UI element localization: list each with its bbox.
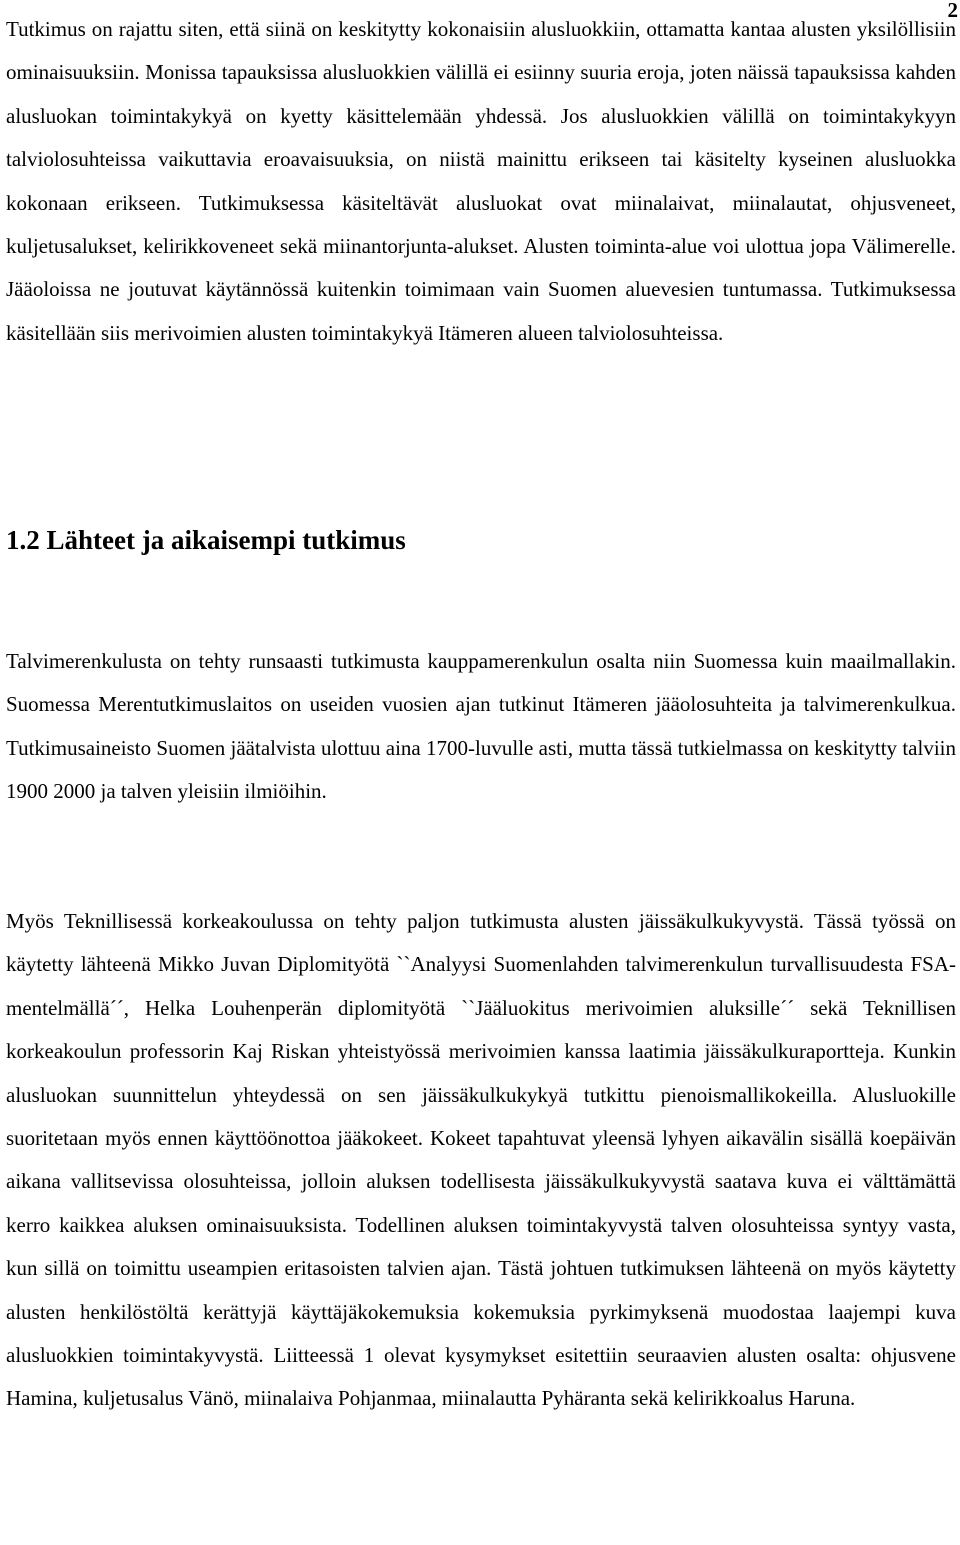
paragraph-prior-research: Myös Teknillisessä korkeakoulussa on tehty paljon tutkimusta alusten jäissäkulkukyvystä. Tässä työssä on käytetty lähteenä Mikko Juvan Diplomityötä ``Analyysi Suomenlahden talvimerenkulun turvallisuudesta FSA-mentelmällä´´, Helka Louhenperän diplomityötä ``Jääluokitus merivoimien aluksille´´ sekä Teknillisen korkeakoulun professorin Kaj Riskan yhteistyössä merivoimien kanssa laatimia jäissäkulkuraportteja. Kunkin alusluokan suunnittelun yhteydessä on sen jäissäkulkukykyä tutkittu pienoismallikokeilla. Alusluokille suoritetaan myös ennen käyttöönottoa jääkokeet. Kokeet tapahtuvat yleensä lyhyen aikavälin sisällä koepäivän aikana vallitsevissa olosuhteissa, jolloin aluksen todellisesta jäissäkulkukyvystä saatava kuva ei välttämättä kerro kaikkea aluksen ominaisuuksista. Todellinen aluksen toimintakyvystä talven olosuhteissa syntyy vasta, kun sillä on toimittu useampien eritasoisten talvien ajan. Tästä johtuen tutkimuksen lähteenä on myös käytetty alusten henkilöstöltä kerättyjä käyttäjäkokemuksia kokemuksia pyrkimyksenä muodostaa laajempi kuva alusluokkien toimintakyvystä. Liitteessä 1 olevat kysymykset esitettiin seuraavien alusten osalta: ohjusvene Hamina, kuljetusalus Vänö, miinalaiva Pohjanmaa, miinalautta Pyhäranta sekä kelirikkoalus Haruna. xyxy=(6,909,956,1411)
paragraph-scope: Tutkimus on rajattu siten, että siinä on keskitytty kokonaisiin alusluokkiin, ottamatta kantaa alusten yksilöllisiin ominaisuuksiin. Monissa tapauksissa alusluokkien välillä ei esiinny suuria eroja, joten näissä tapauksissa kahden alusluokan toimintakykyä on kyetty käsittelemään yhdessä. Jos alusluokkien välillä on toimintakykyyn talviolosuhteissa vaikuttavia eroavaisuuksia, on niistä mainittu erikseen tai käsitelty kyseinen alusluokka kokonaan erikseen. Tutkimuksessa käsiteltävät alusluokat ovat miinalaivat, miinalautat, ohjusveneet, kuljetusalukset, kelirikkoveneet sekä miinantorjunta-alukset. Alusten toiminta-alue voi ulottua jopa Välimerelle. Jääoloissa ne joutuvat käytännössä kuitenkin toimimaan vain Suomen aluevesien tuntumassa. Tutkimuksessa käsitellään siis merivoimien alusten toimintakykyä Itämeren alueen talviolosuhteissa. xyxy=(6,17,956,345)
paragraph-sources: Talvimerenkulusta on tehty runsaasti tutkimusta kauppamerenkulun osalta niin Suomessa kuin maailmallakin. Suomessa Merentutkimuslaitos on useiden vuosien ajan tutkinut Itämeren jääolosuhteita ja talvimerenkulkua. Tutkimusaineisto Suomen jäätalvista ulottuu aina 1700-luvulle asti, mutta tässä tutkielmassa on keskitytty talviin 1900 2000 ja talven yleisiin ilmiöihin. xyxy=(6,649,956,804)
page-number: 2 xyxy=(947,0,958,22)
section-heading: 1.2 Lähteet ja aikaisempi tutkimus xyxy=(6,525,406,555)
